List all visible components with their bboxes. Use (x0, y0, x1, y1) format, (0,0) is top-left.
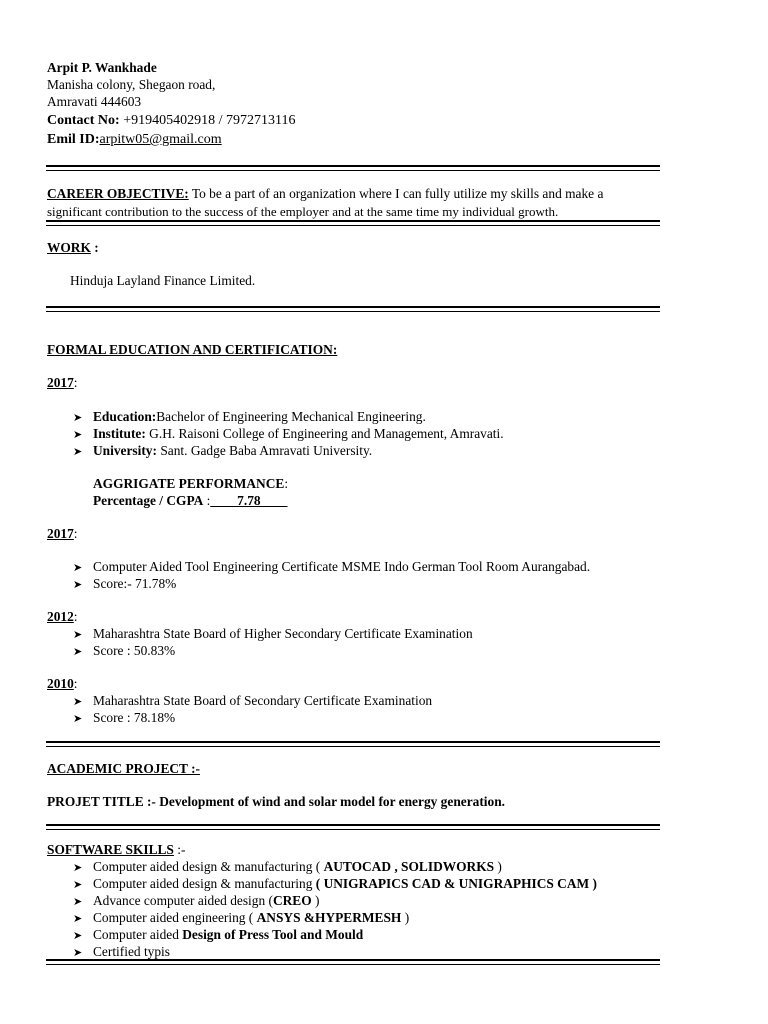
contact-label: Contact No: (47, 113, 120, 128)
cgpa-value: ____7.78____ (210, 493, 288, 508)
list-item (73, 859, 502, 875)
skill-bold: Design of Press Tool and Mould (182, 927, 364, 942)
item-text: Bachelor of Engineering Mechanical Engineering. (156, 409, 426, 424)
work-heading: WORK (47, 240, 91, 255)
year-2012 (47, 609, 78, 625)
perf-suffix: : (284, 476, 289, 491)
year-suffix: : (73, 526, 78, 541)
arrow-bullet-icon: ➤ (73, 628, 83, 641)
candidate-name: Arpit P. Wankhade (47, 60, 157, 75)
cgpa-sep: : (203, 493, 211, 508)
work-heading-line (47, 240, 99, 256)
project-title-label: PROJET TITLE :- (47, 794, 156, 809)
objective-heading: CAREER OBJECTIVE: (47, 186, 189, 201)
list-item (73, 643, 175, 659)
address-line-1: Manisha colony, Shegaon road, (47, 77, 216, 92)
section-divider (46, 306, 660, 312)
skill-text-post: ) (401, 910, 410, 925)
year-2017-b (47, 526, 78, 542)
email-label: Emil ID: (47, 132, 100, 147)
project-heading: ACADEMIC PROJECT :- (47, 761, 200, 776)
cgpa-line (93, 493, 287, 509)
list-item (73, 876, 597, 892)
skills-heading-line (47, 842, 185, 858)
perf-label: AGGRIGATE PERFORMANCE (93, 476, 285, 491)
arrow-bullet-icon: ➤ (73, 912, 83, 925)
list-item (73, 693, 432, 709)
item-label: Institute: (93, 426, 146, 441)
item-text: Score : 78.18% (93, 710, 176, 725)
item-text: Sant. Gadge Baba Amravati University. (156, 443, 373, 458)
list-item (73, 944, 170, 960)
arrow-bullet-icon: ➤ (73, 929, 83, 942)
list-item (73, 710, 175, 726)
project-title-line (47, 794, 505, 810)
year-label: 2012 (47, 609, 74, 624)
education-heading: FORMAL EDUCATION AND CERTIFICATION: (47, 342, 338, 357)
skill-text: Computer aided design & manufacturing (93, 876, 316, 891)
arrow-bullet-icon: ➤ (73, 411, 83, 424)
item-text: Computer Aided Tool Engineering Certificate MSME Indo German Tool Room Aurangabad. (93, 559, 591, 574)
cgpa-label: Percentage / CGPA (93, 493, 204, 508)
section-divider (46, 741, 660, 747)
arrow-bullet-icon: ➤ (73, 645, 83, 658)
arrow-bullet-icon: ➤ (73, 445, 83, 458)
item-text: Score:- 71.78% (93, 576, 177, 591)
skill-text-post: ) (311, 893, 320, 908)
year-label: 2017 (47, 375, 74, 390)
list-item (73, 893, 319, 909)
arrow-bullet-icon: ➤ (73, 561, 83, 574)
arrow-bullet-icon: ➤ (73, 578, 83, 591)
year-suffix: : (73, 375, 78, 390)
list-item (73, 443, 372, 459)
section-divider (46, 165, 660, 171)
contact-line (47, 113, 295, 129)
list-item (73, 910, 409, 926)
section-divider (46, 959, 660, 965)
year-label: 2017 (47, 526, 74, 541)
year-label: 2010 (47, 676, 74, 691)
arrow-bullet-icon: ➤ (73, 712, 83, 725)
section-divider (46, 220, 660, 226)
aggregate-performance (93, 476, 288, 492)
item-label: Education: (93, 409, 157, 424)
year-suffix: : (73, 609, 78, 624)
section-divider (46, 824, 660, 830)
email-link[interactable]: arpitw05@gmail.com (99, 132, 222, 147)
list-item (73, 559, 590, 575)
year-2017-a (47, 375, 78, 391)
item-text: G.H. Raisoni College of Engineering and Management, Amravati. (145, 426, 504, 441)
arrow-bullet-icon: ➤ (73, 428, 83, 441)
email-line (47, 132, 222, 148)
item-label: University: (93, 443, 157, 458)
list-item (73, 409, 426, 425)
project-title-value: Development of wind and solar model for energy generation. (155, 794, 506, 809)
list-item (73, 626, 473, 642)
skill-text: Computer aided design & manufacturing ( (93, 859, 324, 874)
skill-bold: ( UNIGRAPICS CAD & UNIGRAPHICS CAM ) (315, 876, 597, 891)
work-company: Hinduja Layland Finance Limited. (70, 273, 256, 288)
skill-bold: ANSYS &HYPERMESH (256, 910, 402, 925)
work-heading-suffix: : (90, 240, 99, 255)
arrow-bullet-icon: ➤ (73, 895, 83, 908)
item-text: Score : 50.83% (93, 643, 176, 658)
arrow-bullet-icon: ➤ (73, 861, 83, 874)
skill-text: Certified typis (93, 944, 170, 959)
skills-heading: SOFTWARE SKILLS (47, 842, 174, 857)
contact-value: +919405402918 / 7972713116 (119, 113, 296, 128)
item-text: Maharashtra State Board of Higher Secondary Certificate Examination (93, 626, 473, 641)
address-line-2: Amravati 444603 (47, 94, 142, 109)
arrow-bullet-icon: ➤ (73, 946, 83, 959)
arrow-bullet-icon: ➤ (73, 695, 83, 708)
list-item (73, 576, 176, 592)
skill-text: Advance computer aided design ( (93, 893, 273, 908)
arrow-bullet-icon: ➤ (73, 878, 83, 891)
skill-text: Computer aided (93, 927, 183, 942)
list-item (73, 426, 504, 442)
skill-text-post: ) (494, 859, 502, 874)
skills-heading-suffix: :- (173, 842, 186, 857)
objective-line-1 (47, 186, 603, 202)
list-item (73, 927, 363, 943)
objective-line-2: significant contribution to the success of the employer and at the same time my individual growth. (47, 204, 559, 219)
year-2010 (47, 676, 78, 692)
year-suffix: : (73, 676, 78, 691)
skill-text: Computer aided engineering ( (93, 910, 257, 925)
item-text: Maharashtra State Board of Secondary Certificate Examination (93, 693, 433, 708)
skill-bold: AUTOCAD , SOLIDWORKS (323, 859, 495, 874)
objective-text-1: To be a part of an organization where I can fully utilize my skills and make a (188, 186, 604, 201)
skill-bold: CREO (272, 893, 312, 908)
